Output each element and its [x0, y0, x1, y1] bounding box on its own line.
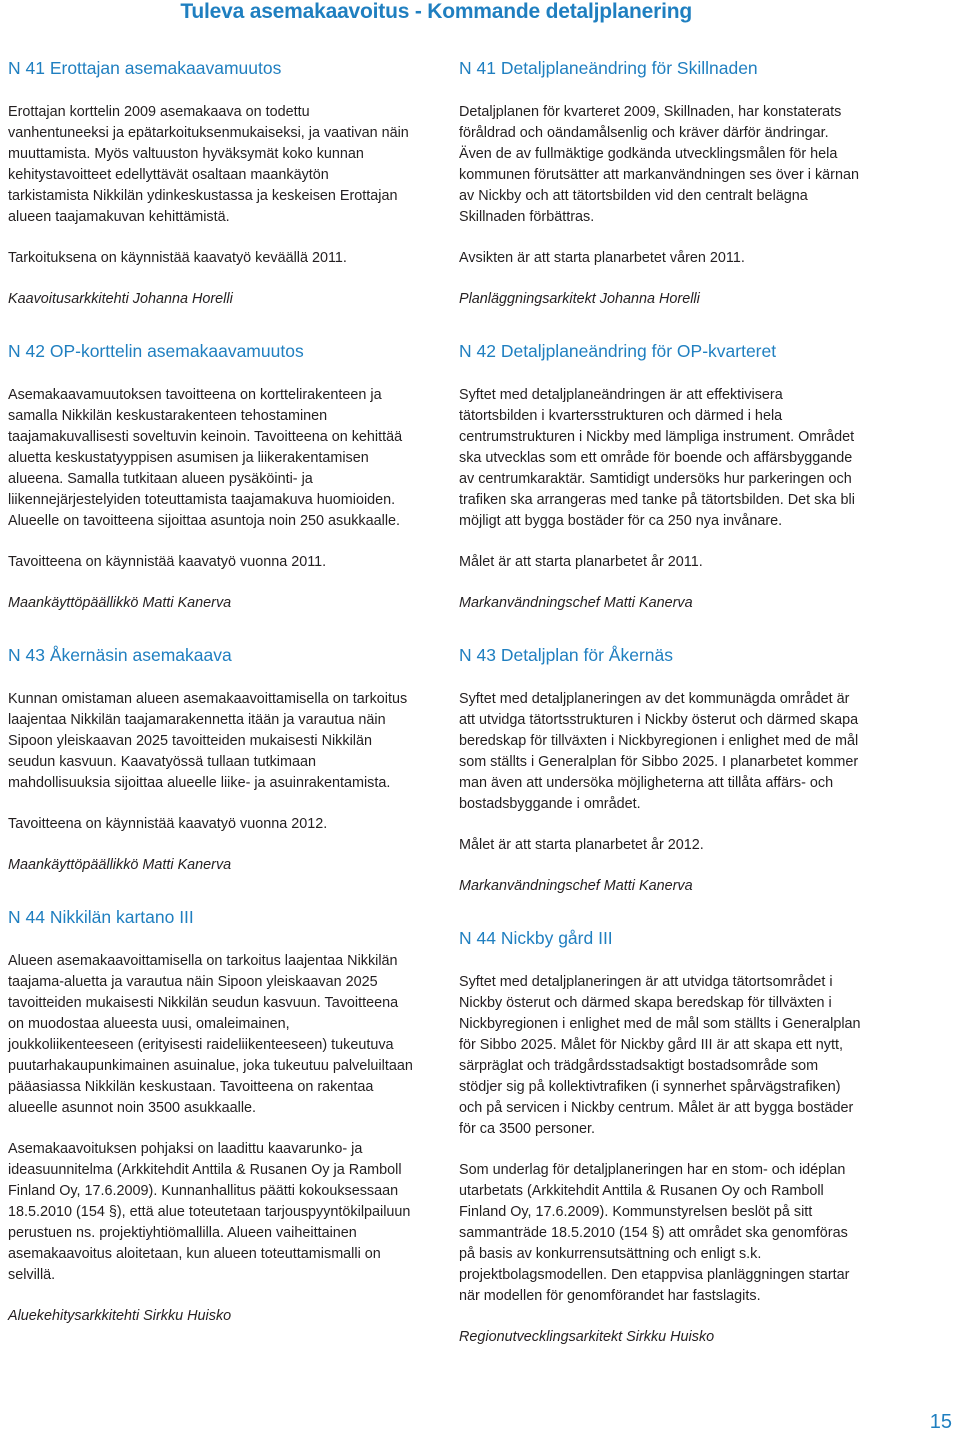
paragraph: Målet är att starta planarbetet år 2012. [459, 837, 704, 853]
page-header [0, 0, 960, 24]
signature: Markanvändningschef Matti Kanerva [459, 595, 693, 611]
section-n42-sv [459, 339, 865, 614]
paragraph: Erottajan korttelin 2009 asemakaava on todettu vanhentuneeksi ja epätarkoituksenmukaiseksi, ja vaativan näin muuttamista. Myös valtuuston hyväksymät koko kunnan kehitystavoitteet edellyttävät osaltaan maankäytön tarkistamista Nikkilän ydinkeskustassa ja keskeisen Erottajan alueen taajamakuvan kehittämistä. [8, 104, 409, 225]
swedish-column [459, 56, 865, 1377]
signature: Maankäyttöpäällikkö Matti Kanerva [8, 595, 232, 611]
paragraph: Tavoitteena on käynnistää kaavatyö vuonna 2011. [8, 554, 327, 570]
section-n41-sv [459, 56, 865, 310]
paragraph: Avsikten är att starta planarbetet våren 2011. [459, 250, 745, 266]
page-title: Tuleva asemakaavoitus - Kommande detaljplanering [180, 0, 692, 23]
signature: Planläggningsarkitekt Johanna Horelli [459, 291, 700, 307]
paragraph: Kunnan omistaman alueen asemakaavoittamisella on tarkoitus laajentaa Nikkilän taajamarakennetta itään ja varautua näin Sipoon yleiskaavan 2025 tavoitteiden mukaisesti Nikkilän seudun kasvuun. Kaavatyössä tullaan tutkimaan mahdollisuuksia sijoittaa alueelle liike- ja asuinrakentamista. [8, 691, 408, 791]
signature: Aluekehitysarkkitehti Sirkku Huisko [8, 1308, 232, 1324]
section-title: N 43 Detaljplan för Åkernäs [459, 645, 673, 665]
paragraph: Målet är att starta planarbetet år 2011. [459, 554, 703, 570]
section-n42-fi [8, 339, 413, 614]
section-title: N 41 Detaljplaneändring för Skillnaden [459, 58, 758, 78]
paragraph: Alueen asemakaavoittamisella on tarkoitus laajentaa Nikkilän taajama-aluetta ja varautua näin Sipoon yleiskaavan 2025 tavoitteiden mukaisesti Nikkilän seudun kasvuun. Tavoitteena on muodostaa alueesta uusi, omaleimainen, joukkoliikenteeseen (erityisesti raideliikenteeseen) tukeutuva puutarhakaupunkimainen asuinalue, joka tukeutuu palveluiltaan pääasiassa Nikkilän keskustaan. Tavoitteena on rakentaa alueelle asunnot noin 3500 asukkaalle. [8, 953, 413, 1116]
section-title: N 44 Nickby gård III [459, 928, 613, 948]
section-title: N 43 Åkernäsin asemakaava [8, 645, 232, 665]
paragraph: Tarkoituksena on käynnistää kaavatyö keväällä 2011. [8, 250, 347, 266]
signature: Kaavoitusarkkitehti Johanna Horelli [8, 291, 233, 307]
section-n43-sv [459, 643, 865, 897]
paragraph: Syftet med detaljplaneringen av det kommunägda området är att utvidga tätortsstrukturen i Nickby österut och därmed skapa beredskap för tillväxten i Nickbyregionen i enlighet med de mål som ställts i Generalplan för Sibbo 2025. I planarbetet kommer man även att undersöka möjligheterna att tillåta affärs- och bostadsbyggande i området. [459, 691, 859, 812]
section-title: N 42 OP-korttelin asemakaavamuutos [8, 341, 304, 361]
signature: Maankäyttöpäällikkö Matti Kanerva [8, 857, 232, 873]
section-n43-fi [8, 643, 413, 876]
section-n44-sv [459, 926, 865, 1348]
paragraph: Detaljplanen för kvarteret 2009, Skillnaden, har konstaterats föråldrad och oändamålsenlig och kräver därför ändringar. Även de av fullmäktige godkända utvecklingsmålen för hela kommunen förutsätter att markanvändningen ses över i kärnan av Nickby och att tätortsbilden vid den centralt belägna Skillnaden förbättras. [459, 104, 859, 225]
finnish-column [8, 56, 413, 1356]
paragraph: Syftet med detaljplaneändringen är att effektivisera tätortsbilden i kvartersstrukturen och därmed i hela centrumstrukturen i Nickby med lämpliga instrument. Området ska utvecklas som ett område för boende och affärsbyggande av centrumkaraktär. Samtidigt undersöks hur parkeringen och trafiken ska arrangeras med tanke på tätortsbilden. Det ska bli möjligt att bygga bostäder för ca 250 nya invånare. [459, 387, 855, 529]
signature: Markanvändningschef Matti Kanerva [459, 878, 693, 894]
section-title: N 41 Erottajan asemakaavamuutos [8, 58, 282, 78]
paragraph: Som underlag för detaljplaneringen har en stom- och idéplan utarbetats (Arkkitehdit Anttila & Rusanen Oy och Ramboll Finland Oy, 17.6.2009). Kommunstyrelsen beslöt på sitt sammanträde 18.5.2010 (154 §) att området ska genomföras på basis av konkurrensutsättning och enligt s.k. projektbolagsmodellen. Den etappvisa planläggningen startar när modellen för genomförandet har fastslagits. [459, 1162, 850, 1304]
section-n41-fi [8, 56, 413, 310]
paragraph: Asemakaavoituksen pohjaksi on laadittu kaavarunko- ja ideasuunnitelma (Arkkitehdit Anttila & Rusanen Oy ja Ramboll Finland Oy, 17.6.2009). Kunnanhallitus päätti kokouksessaan 18.5.2010 (154 §), että alue toteutetaan tarjouspyyntökilpailuun perustuen ns. projektiyhtiömallilla. Alueen vaiheittainen asemakaavoitus aloitetaan, kun alueen toteuttamismalli on selvillä. [8, 1141, 411, 1283]
signature: Regionutvecklingsarkitekt Sirkku Huisko [459, 1329, 715, 1345]
section-title: N 42 Detaljplaneändring för OP-kvarteret [459, 341, 777, 361]
paragraph: Tavoitteena on käynnistää kaavatyö vuonna 2012. [8, 816, 328, 832]
section-n44-fi [8, 905, 413, 1327]
paragraph: Asemakaavamuutoksen tavoitteena on korttelirakenteen ja samalla Nikkilän keskustarakenteen tehostaminen taajamakuvallisesti soveltuvin keinoin. Tavoitteena on kehittää aluetta keskustatyyppisen asumisen ja liikerakentamisen alueena. Samalla tutkitaan alueen pysäköinti- ja liikennejärjestelyiden toteuttamista taajamakuva huomioiden. Alueelle on tavoitteena sijoittaa asuntoja noin 250 asukkaalle. [8, 387, 403, 529]
section-title: N 44 Nikkilän kartano III [8, 907, 194, 927]
page-number: 15 [929, 1411, 952, 1433]
paragraph: Syftet med detaljplaneringen är att utvidga tätortsområdet i Nickby österut och därmed skapa beredskap för tillväxten i Nickbyregionen i enlighet med de mål som ställts i Generalplan för Sibbo 2025. Målet för Nickby gård III är att skapa ett nytt, särpräglat och trädgårdsstadsaktigt bostadsområde som stödjer sig på kollektivtrafiken (i synnerhet spårvägstrafiken) och på servicen i Nickby centrum. Målet är att bygga bostäder för ca 3500 personer. [459, 974, 861, 1137]
